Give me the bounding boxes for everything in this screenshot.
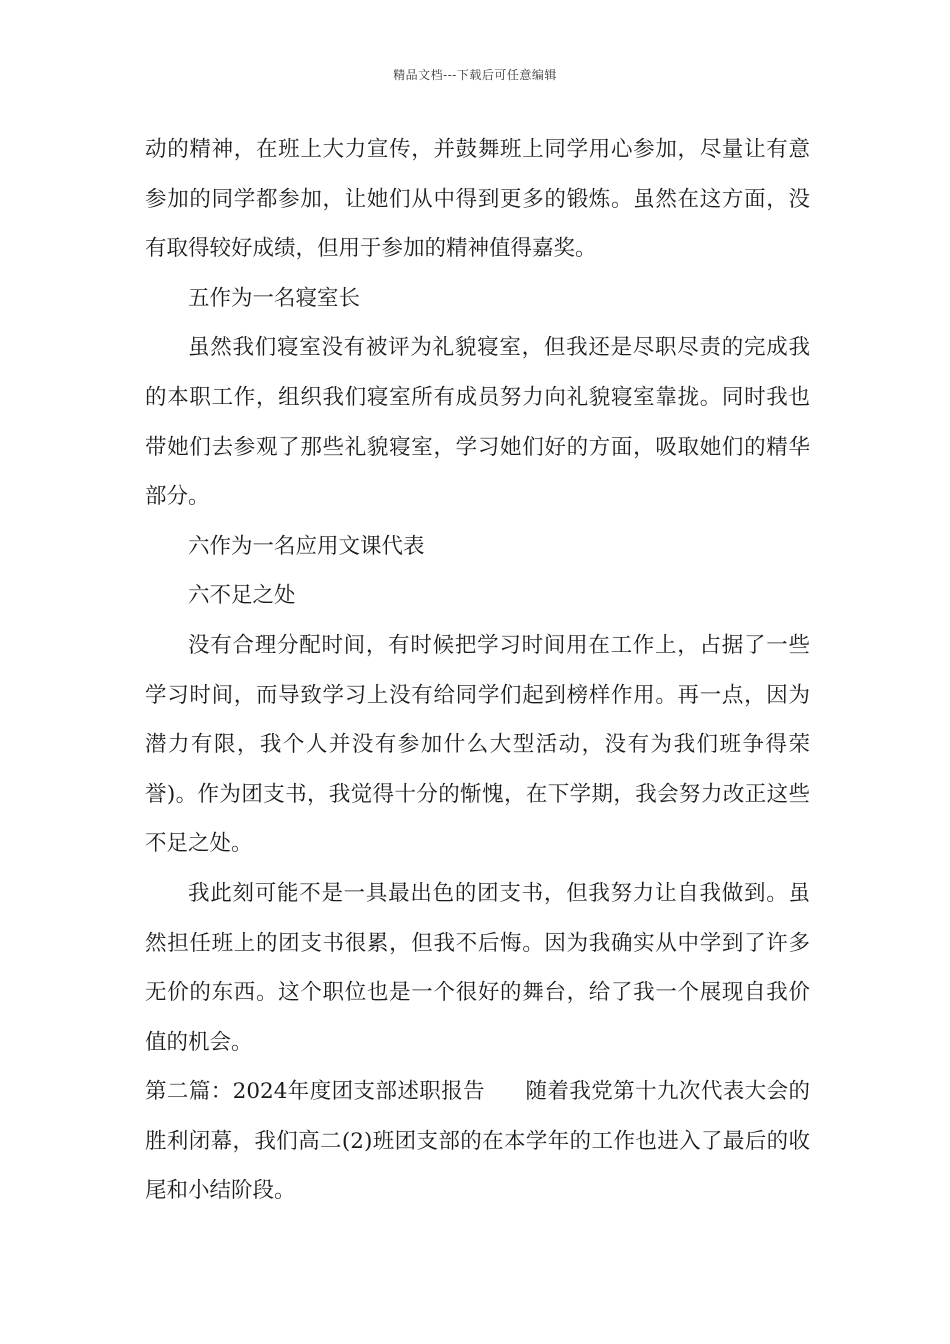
section-heading-course-rep: 六作为一名应用文课代表	[188, 533, 425, 559]
page-header: 精品文档---下载后可任意编辑	[393, 68, 557, 82]
paragraph-shortcomings: 没有合理分配时间，有时候把学习时间用在工作上，占据了一些学习时间，而导致学习上没有给同学们起到榜样作用。再一点，因为潜力有限，我个人并没有参加什么大型活动，没有为我们班争得荣誉)。作为团支书，我觉得十分的惭愧，在下学期，我会努力改正这些不足之处。	[145, 632, 810, 857]
section-heading-shortcomings: 六不足之处	[188, 583, 296, 609]
paragraph-dorm-leader: 虽然我们寝室没有被评为礼貌寝室，但我还是尽职尽责的完成我的本职工作，组织我们寝室所有成员努力向礼貌寝室靠拢。同时我也带她们去参观了那些礼貌寝室，学习她们好的方面，吸取她们的精华部分。	[145, 335, 810, 510]
article-intro: 随着我党第十九次代表大会的胜利闭幕，我们高二(2)班团支部的在本学年的工作也进入了最后的收尾和小结阶段。	[145, 1079, 810, 1204]
document-body	[145, 125, 810, 1216]
article-title: 第二篇：2024年度团支部述职报告	[145, 1079, 486, 1105]
paragraph-conclusion: 我此刻可能不是一具最出色的团支书，但我努力让自我做到。虽然担任班上的团支书很累，但我不后悔。因为我确实从中学到了许多无价的东西。这个职位也是一个很好的舞台，给了我一个展现自我价值的机会。	[145, 880, 810, 1055]
section-heading-dorm-leader: 五作为一名寝室长	[188, 285, 361, 311]
paragraph-continuation: 动的精神，在班上大力宣传，并鼓舞班上同学用心参加，尽量让有意参加的同学都参加，让她们从中得到更多的锻炼。虽然在这方面，没有取得较好成绩，但用于参加的精神值得嘉奖。	[145, 137, 810, 262]
paragraph-second-article	[145, 1067, 810, 1216]
